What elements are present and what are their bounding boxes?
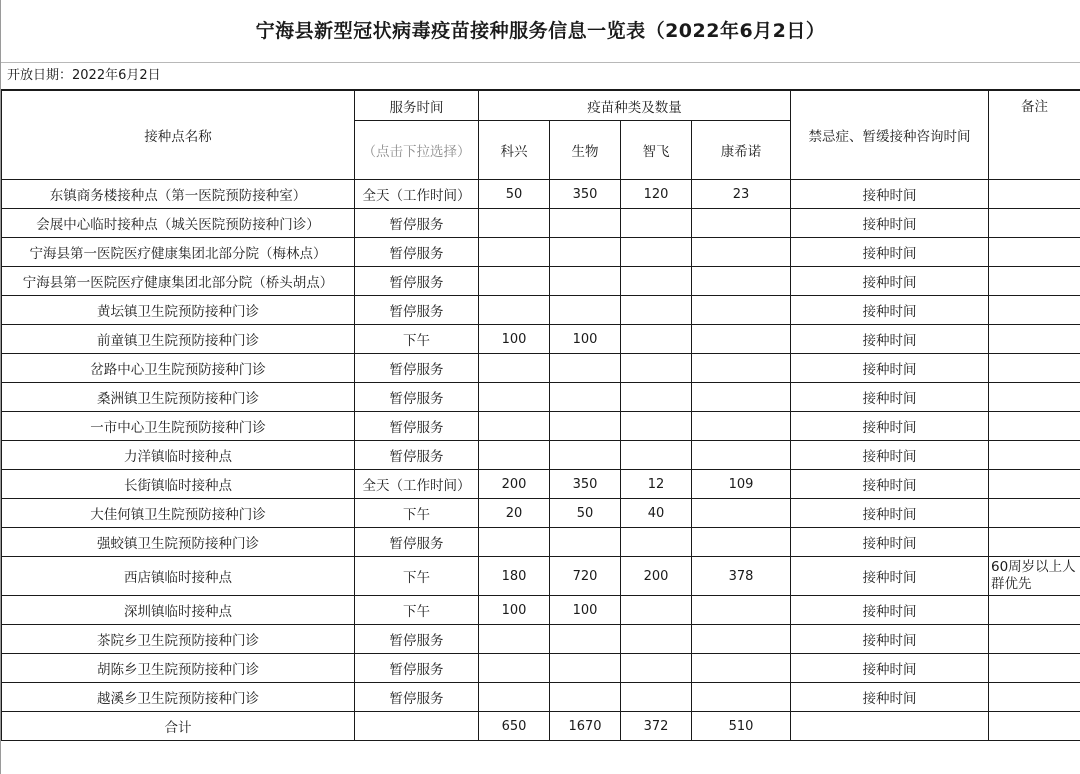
table-row bbox=[2, 654, 1080, 683]
shengwu-cell[interactable] bbox=[550, 354, 621, 383]
kexing-cell[interactable] bbox=[479, 528, 550, 557]
shengwu-cell[interactable] bbox=[550, 383, 621, 412]
consult-time-cell[interactable]: 接种时间 bbox=[791, 499, 989, 528]
table-row bbox=[2, 557, 1080, 596]
total-kangxinuo-cell[interactable]: 510 bbox=[692, 712, 791, 741]
shengwu-cell[interactable] bbox=[550, 528, 621, 557]
service-time-cell[interactable]: 暂停服务 bbox=[355, 238, 479, 267]
zhifei-cell[interactable] bbox=[621, 528, 692, 557]
consult-time-cell[interactable]: 接种时间 bbox=[791, 596, 989, 625]
service-time-cell[interactable]: 暂停服务 bbox=[355, 296, 479, 325]
site-name-cell[interactable]: 前童镇卫生院预防接种门诊 bbox=[2, 325, 355, 354]
zhifei-cell[interactable] bbox=[621, 296, 692, 325]
zhifei-cell[interactable] bbox=[621, 238, 692, 267]
remark-cell[interactable] bbox=[989, 238, 1080, 267]
kexing-cell[interactable] bbox=[479, 238, 550, 267]
consult-time-cell[interactable]: 接种时间 bbox=[791, 180, 989, 209]
table-row bbox=[2, 325, 1080, 354]
site-name-cell[interactable]: 大佳何镇卫生院预防接种门诊 bbox=[2, 499, 355, 528]
header-vaccine-group[interactable]: 疫苗种类及数量 bbox=[479, 91, 791, 121]
kexing-cell[interactable] bbox=[479, 354, 550, 383]
kexing-cell[interactable] bbox=[479, 412, 550, 441]
service-time-cell[interactable]: 暂停服务 bbox=[355, 354, 479, 383]
consult-time-cell[interactable]: 接种时间 bbox=[791, 412, 989, 441]
shengwu-cell[interactable]: 50 bbox=[550, 499, 621, 528]
table-row bbox=[2, 267, 1080, 296]
zhifei-cell[interactable]: 40 bbox=[621, 499, 692, 528]
shengwu-cell[interactable] bbox=[550, 267, 621, 296]
header-site[interactable]: 接种点名称 bbox=[2, 91, 355, 180]
service-time-cell[interactable]: 下午 bbox=[355, 596, 479, 625]
kangxinuo-cell[interactable]: 109 bbox=[692, 470, 791, 499]
table-row bbox=[2, 528, 1080, 557]
table-row bbox=[2, 596, 1080, 625]
remark-cell[interactable] bbox=[989, 499, 1080, 528]
kexing-cell[interactable] bbox=[479, 209, 550, 238]
remark-cell[interactable] bbox=[989, 180, 1080, 209]
service-time-dropdown-hint[interactable]: （点击下拉选择） bbox=[355, 121, 479, 180]
remark-cell[interactable] bbox=[989, 296, 1080, 325]
table-row bbox=[2, 470, 1080, 499]
site-name-cell[interactable]: 胡陈乡卫生院预防接种门诊 bbox=[2, 654, 355, 683]
zhifei-cell[interactable]: 200 bbox=[621, 557, 692, 596]
remark-cell[interactable]: 60周岁以上人群优先 bbox=[989, 557, 1080, 596]
consult-time-cell[interactable]: 接种时间 bbox=[791, 683, 989, 712]
kexing-cell[interactable] bbox=[479, 267, 550, 296]
site-name-cell[interactable]: 宁海县第一医院医疗健康集团北部分院（桥头胡点） bbox=[2, 267, 355, 296]
header-service-time[interactable]: 服务时间 bbox=[355, 91, 479, 121]
consult-time-cell[interactable]: 接种时间 bbox=[791, 238, 989, 267]
service-time-cell[interactable]: 暂停服务 bbox=[355, 209, 479, 238]
site-name-cell[interactable]: 长街镇临时接种点 bbox=[2, 470, 355, 499]
kangxinuo-cell[interactable] bbox=[692, 209, 791, 238]
table-row bbox=[2, 383, 1080, 412]
zhifei-cell[interactable] bbox=[621, 354, 692, 383]
kexing-cell[interactable] bbox=[479, 625, 550, 654]
kangxinuo-cell[interactable] bbox=[692, 412, 791, 441]
table-row bbox=[2, 296, 1080, 325]
consult-time-cell[interactable]: 接种时间 bbox=[791, 209, 989, 238]
kangxinuo-cell[interactable] bbox=[692, 296, 791, 325]
remark-cell[interactable] bbox=[989, 267, 1080, 296]
site-name-cell[interactable]: 越溪乡卫生院预防接种门诊 bbox=[2, 683, 355, 712]
consult-time-cell[interactable]: 接种时间 bbox=[791, 267, 989, 296]
consult-time-cell[interactable]: 接种时间 bbox=[791, 354, 989, 383]
consult-time-cell[interactable]: 接种时间 bbox=[791, 528, 989, 557]
kangxinuo-cell[interactable] bbox=[692, 683, 791, 712]
remark-cell[interactable] bbox=[989, 625, 1080, 654]
kangxinuo-cell[interactable] bbox=[692, 499, 791, 528]
kangxinuo-cell[interactable] bbox=[692, 528, 791, 557]
kexing-cell[interactable] bbox=[479, 683, 550, 712]
kexing-cell[interactable]: 200 bbox=[479, 470, 550, 499]
header-kexing[interactable]: 科兴 bbox=[479, 121, 550, 180]
zhifei-cell[interactable] bbox=[621, 209, 692, 238]
header-kangxinuo[interactable]: 康希诺 bbox=[692, 121, 791, 180]
kexing-cell[interactable]: 180 bbox=[479, 557, 550, 596]
kangxinuo-cell[interactable]: 23 bbox=[692, 180, 791, 209]
kangxinuo-cell[interactable] bbox=[692, 441, 791, 470]
remark-cell[interactable] bbox=[989, 596, 1080, 625]
remark-cell[interactable] bbox=[989, 683, 1080, 712]
page-title: 宁海县新型冠状病毒疫苗接种服务信息一览表（2022年6月2日） bbox=[1, 0, 1080, 63]
shengwu-cell[interactable]: 720 bbox=[550, 557, 621, 596]
kangxinuo-cell[interactable] bbox=[692, 383, 791, 412]
service-time-cell[interactable]: 全天（工作时间） bbox=[355, 180, 479, 209]
site-name-cell[interactable]: 茶院乡卫生院预防接种门诊 bbox=[2, 625, 355, 654]
zhifei-cell[interactable] bbox=[621, 267, 692, 296]
zhifei-cell[interactable] bbox=[621, 412, 692, 441]
zhifei-cell[interactable] bbox=[621, 325, 692, 354]
kangxinuo-cell[interactable] bbox=[692, 625, 791, 654]
zhifei-cell[interactable] bbox=[621, 654, 692, 683]
kexing-cell[interactable]: 50 bbox=[479, 180, 550, 209]
service-time-cell[interactable]: 暂停服务 bbox=[355, 412, 479, 441]
table-row bbox=[2, 499, 1080, 528]
shengwu-cell[interactable] bbox=[550, 441, 621, 470]
total-label[interactable]: 合计 bbox=[2, 712, 355, 741]
site-name-cell[interactable]: 会展中心临时接种点（城关医院预防接种门诊） bbox=[2, 209, 355, 238]
table-row bbox=[2, 441, 1080, 470]
remark-cell[interactable] bbox=[989, 654, 1080, 683]
service-time-cell[interactable]: 暂停服务 bbox=[355, 683, 479, 712]
consult-time-cell[interactable]: 接种时间 bbox=[791, 325, 989, 354]
service-time-cell[interactable]: 暂停服务 bbox=[355, 267, 479, 296]
total-kexing-cell[interactable]: 650 bbox=[479, 712, 550, 741]
site-name-cell[interactable]: 深圳镇临时接种点 bbox=[2, 596, 355, 625]
shengwu-cell[interactable] bbox=[550, 683, 621, 712]
shengwu-cell[interactable] bbox=[550, 412, 621, 441]
table-row bbox=[2, 625, 1080, 654]
service-time-cell[interactable]: 暂停服务 bbox=[355, 528, 479, 557]
header-remark[interactable]: 备注 bbox=[989, 91, 1080, 180]
site-name-cell[interactable]: 黄坛镇卫生院预防接种门诊 bbox=[2, 296, 355, 325]
table-row bbox=[2, 683, 1080, 712]
shengwu-cell[interactable]: 350 bbox=[550, 180, 621, 209]
service-time-cell[interactable]: 暂停服务 bbox=[355, 441, 479, 470]
kexing-cell[interactable] bbox=[479, 441, 550, 470]
shengwu-cell[interactable] bbox=[550, 209, 621, 238]
shengwu-cell[interactable]: 100 bbox=[550, 596, 621, 625]
kangxinuo-cell[interactable] bbox=[692, 354, 791, 383]
service-time-cell[interactable]: 下午 bbox=[355, 557, 479, 596]
consult-time-cell[interactable]: 接种时间 bbox=[791, 441, 989, 470]
site-name-cell[interactable]: 西店镇临时接种点 bbox=[2, 557, 355, 596]
kexing-cell[interactable] bbox=[479, 383, 550, 412]
header-row-1 bbox=[2, 91, 1080, 121]
service-time-cell[interactable]: 暂停服务 bbox=[355, 383, 479, 412]
total-consult-cell[interactable] bbox=[791, 712, 989, 741]
kangxinuo-cell[interactable] bbox=[692, 238, 791, 267]
table-row bbox=[2, 412, 1080, 441]
consult-time-cell[interactable]: 接种时间 bbox=[791, 296, 989, 325]
kexing-cell[interactable]: 100 bbox=[479, 325, 550, 354]
table-row bbox=[2, 354, 1080, 383]
open-date-line: 开放日期：2022年6月2日 bbox=[1, 63, 1080, 90]
shengwu-cell[interactable] bbox=[550, 654, 621, 683]
remark-cell[interactable] bbox=[989, 209, 1080, 238]
remark-cell[interactable] bbox=[989, 383, 1080, 412]
zhifei-cell[interactable]: 120 bbox=[621, 180, 692, 209]
service-time-cell[interactable]: 下午 bbox=[355, 325, 479, 354]
shengwu-cell[interactable]: 350 bbox=[550, 470, 621, 499]
shengwu-cell[interactable] bbox=[550, 238, 621, 267]
kexing-cell[interactable] bbox=[479, 296, 550, 325]
consult-time-cell[interactable]: 接种时间 bbox=[791, 625, 989, 654]
consult-time-cell[interactable]: 接种时间 bbox=[791, 557, 989, 596]
remark-cell[interactable] bbox=[989, 441, 1080, 470]
table-row bbox=[2, 238, 1080, 267]
remark-cell[interactable] bbox=[989, 470, 1080, 499]
service-time-cell[interactable]: 下午 bbox=[355, 499, 479, 528]
shengwu-cell[interactable] bbox=[550, 625, 621, 654]
total-row bbox=[2, 712, 1080, 741]
zhifei-cell[interactable] bbox=[621, 441, 692, 470]
zhifei-cell[interactable]: 12 bbox=[621, 470, 692, 499]
remark-cell[interactable] bbox=[989, 354, 1080, 383]
shengwu-cell[interactable] bbox=[550, 296, 621, 325]
kangxinuo-cell[interactable] bbox=[692, 325, 791, 354]
service-time-cell[interactable]: 暂停服务 bbox=[355, 654, 479, 683]
consult-time-cell[interactable]: 接种时间 bbox=[791, 470, 989, 499]
table-row bbox=[2, 180, 1080, 209]
service-time-cell[interactable]: 全天（工作时间） bbox=[355, 470, 479, 499]
zhifei-cell[interactable] bbox=[621, 625, 692, 654]
total-time-cell[interactable] bbox=[355, 712, 479, 741]
zhifei-cell[interactable] bbox=[621, 683, 692, 712]
kangxinuo-cell[interactable] bbox=[692, 596, 791, 625]
kangxinuo-cell[interactable] bbox=[692, 267, 791, 296]
header-shengwu[interactable]: 生物 bbox=[550, 121, 621, 180]
zhifei-cell[interactable] bbox=[621, 383, 692, 412]
site-name-cell[interactable]: 东镇商务楼接种点（第一医院预防接种室） bbox=[2, 180, 355, 209]
total-shengwu-cell[interactable]: 1670 bbox=[550, 712, 621, 741]
kexing-cell[interactable]: 100 bbox=[479, 596, 550, 625]
site-name-cell[interactable]: 力洋镇临时接种点 bbox=[2, 441, 355, 470]
site-name-cell[interactable]: 桑洲镇卫生院预防接种门诊 bbox=[2, 383, 355, 412]
kexing-cell[interactable] bbox=[479, 654, 550, 683]
remark-cell[interactable] bbox=[989, 412, 1080, 441]
table-row bbox=[2, 209, 1080, 238]
site-name-cell[interactable]: 岔路中心卫生院预防接种门诊 bbox=[2, 354, 355, 383]
kangxinuo-cell[interactable] bbox=[692, 654, 791, 683]
service-time-cell[interactable]: 暂停服务 bbox=[355, 625, 479, 654]
site-name-cell[interactable]: 一市中心卫生院预防接种门诊 bbox=[2, 412, 355, 441]
kangxinuo-cell[interactable]: 378 bbox=[692, 557, 791, 596]
zhifei-cell[interactable] bbox=[621, 596, 692, 625]
header-consult[interactable]: 禁忌症、暂缓接种咨询时间 bbox=[791, 91, 989, 180]
total-zhifei-cell[interactable]: 372 bbox=[621, 712, 692, 741]
shengwu-cell[interactable]: 100 bbox=[550, 325, 621, 354]
consult-time-cell[interactable]: 接种时间 bbox=[791, 383, 989, 412]
remark-cell[interactable] bbox=[989, 528, 1080, 557]
vaccine-info-table bbox=[1, 90, 1080, 741]
kexing-cell[interactable]: 20 bbox=[479, 499, 550, 528]
site-name-cell[interactable]: 强蛟镇卫生院预防接种门诊 bbox=[2, 528, 355, 557]
remark-cell[interactable] bbox=[989, 325, 1080, 354]
header-zhifei[interactable]: 智飞 bbox=[621, 121, 692, 180]
consult-time-cell[interactable]: 接种时间 bbox=[791, 654, 989, 683]
total-remark-cell[interactable] bbox=[989, 712, 1080, 741]
site-name-cell[interactable]: 宁海县第一医院医疗健康集团北部分院（梅林点） bbox=[2, 238, 355, 267]
